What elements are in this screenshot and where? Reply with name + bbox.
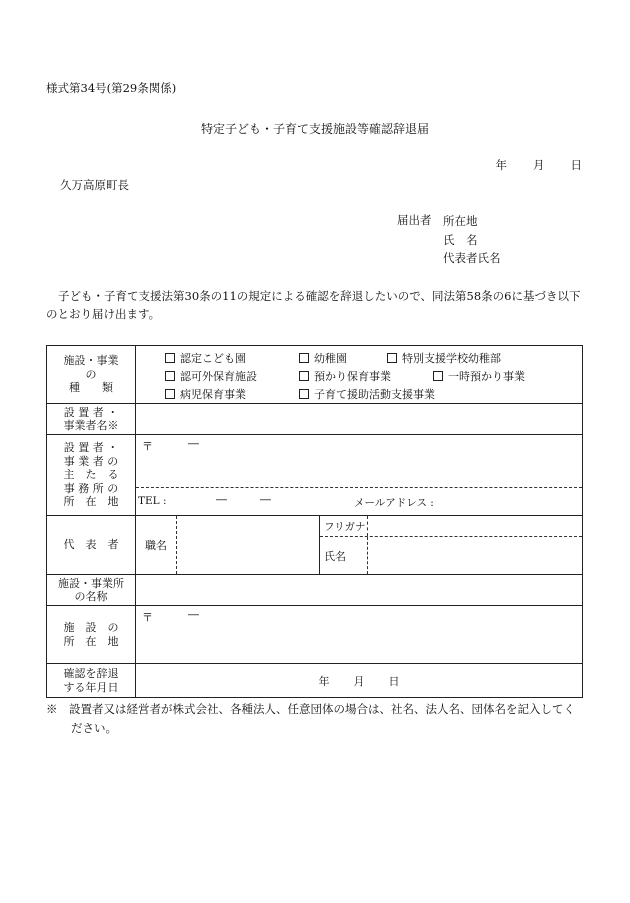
label-line: 施設・事業所 [58, 576, 124, 590]
facility-type-checkbox[interactable] [433, 368, 525, 384]
checkbox-icon[interactable] [299, 371, 309, 381]
checkbox-label: 子育て援助活動支援事業 [314, 387, 435, 401]
checkbox-icon[interactable] [299, 353, 309, 363]
label-line: 設 置 者 ・ [63, 441, 119, 455]
label-line: 事 業 者 の [63, 454, 119, 468]
checkbox-icon[interactable] [165, 371, 175, 381]
checkbox-icon[interactable] [387, 353, 397, 363]
withdrawal-date-row [47, 664, 583, 698]
facility-type-checkbox[interactable] [165, 386, 246, 402]
submission-date [496, 157, 583, 173]
job-title-label: 職名 [136, 516, 177, 574]
label-line: 施 設 の [63, 621, 119, 634]
facility-type-row [47, 346, 583, 404]
withdraw-year-label: 年 [318, 674, 330, 688]
postal-dash: ― [188, 608, 199, 621]
postal-dash: ― [188, 437, 199, 450]
office-contact-line[interactable] [136, 488, 582, 515]
job-title-input[interactable] [177, 516, 320, 574]
checkbox-icon[interactable] [165, 353, 175, 363]
date-day-label: 日 [570, 158, 582, 172]
facility-type-checkbox[interactable] [299, 386, 435, 402]
operator-name-row [47, 404, 583, 435]
label-line: の [85, 367, 97, 381]
date-month-label: 月 [533, 158, 545, 172]
facility-name-label [47, 575, 136, 606]
checkbox-label: 認可外保育施設 [180, 369, 257, 383]
label-line: 事業者名※ [63, 419, 119, 432]
office-address-input[interactable] [136, 435, 582, 488]
checkbox-label: 預かり保育事業 [314, 369, 391, 383]
email-label: メールアドレス : [354, 497, 434, 509]
facility-name-input[interactable] [136, 575, 583, 606]
footnote: ※ 設置者又は経営者が株式会社、各種法人、任意団体の場合は、社名、法人名、団体名を記入してください。 [46, 702, 575, 735]
office-address-row [47, 435, 583, 516]
label-line: 主 た る [63, 468, 119, 482]
label-line: 設 置 者 ・ [63, 405, 119, 419]
furigana-label: フリガナ [320, 516, 368, 536]
tel-label: TEL : [138, 495, 167, 507]
checkbox-label: 認定こども園 [180, 351, 246, 365]
date-year-label: 年 [495, 158, 507, 172]
postal-mark: 〒 [142, 440, 153, 453]
facility-type-checkbox[interactable] [299, 368, 391, 384]
body-text: 子ども・子育て支援法第30条の11の規定による確認を辞退したいので、同法第58条の6に基づき以下のとおり届け出ます。 [46, 289, 581, 321]
facility-name-row [47, 575, 583, 606]
postal-mark: 〒 [142, 611, 153, 624]
tel-dash: ― [216, 493, 227, 506]
facility-address-row [47, 606, 583, 664]
withdrawal-date-input[interactable] [136, 664, 583, 698]
checkbox-label: 幼稚園 [314, 351, 347, 365]
label-line: 確認を辞退 [63, 667, 119, 680]
facility-type-checkbox[interactable] [387, 350, 501, 366]
label-line: 所 在 地 [63, 495, 119, 509]
label-line: 所 在 地 [63, 634, 119, 648]
name-row [320, 537, 582, 574]
checkbox-icon[interactable] [433, 371, 443, 381]
facility-address-input[interactable] [136, 606, 583, 664]
checkbox-label: 病児保育事業 [180, 387, 246, 401]
operator-name-input[interactable] [136, 404, 583, 435]
checkbox-label: 特別支援学校幼稚部 [402, 351, 501, 365]
name-input[interactable] [368, 537, 582, 574]
facility-type-label [47, 346, 136, 404]
label-line: 種 類 [69, 381, 113, 395]
withdrawal-form-table [46, 345, 583, 698]
representative-cell [136, 516, 583, 575]
tel-dash: ― [260, 493, 271, 506]
facility-type-checkbox[interactable] [299, 350, 347, 366]
furigana-input[interactable] [368, 516, 582, 536]
office-address-label [47, 435, 136, 516]
withdraw-day-label: 日 [388, 674, 400, 688]
facility-type-checkbox[interactable] [165, 368, 257, 384]
applicant-address-label: 所在地 [443, 214, 478, 228]
label-line: する年月日 [63, 680, 119, 694]
withdrawal-date-label [47, 664, 136, 698]
form-title: 特定子ども・子育て支援施設等確認辞退届 [200, 122, 429, 136]
checkbox-icon[interactable] [165, 389, 175, 399]
name-label: 氏名 [320, 537, 368, 574]
withdraw-month-label: 月 [353, 674, 365, 688]
checkbox-icon[interactable] [299, 389, 309, 399]
facility-type-checkbox[interactable] [165, 350, 246, 366]
applicant-rep-label: 代表者氏名 [443, 251, 501, 265]
representative-label: 代 表 者 [47, 516, 136, 575]
applicant-label: 届出者 [397, 213, 432, 227]
office-address-cell[interactable] [136, 435, 583, 516]
checkbox-label: 一時預かり事業 [448, 369, 525, 383]
label-line: 施設・事業 [63, 354, 119, 368]
addressee: 久万高原町長 [60, 178, 129, 192]
applicant-fields [443, 212, 501, 268]
label-line: の名称 [74, 590, 108, 603]
operator-name-label [47, 404, 136, 435]
form-number: 様式第34号(第29条関係) [46, 81, 177, 95]
label-line: 事 務 所 の [63, 481, 119, 495]
furigana-row [320, 516, 582, 537]
representative-row [47, 516, 583, 575]
facility-type-options [136, 346, 583, 404]
facility-address-label [47, 606, 136, 664]
applicant-name-label: 氏 名 [443, 232, 478, 247]
